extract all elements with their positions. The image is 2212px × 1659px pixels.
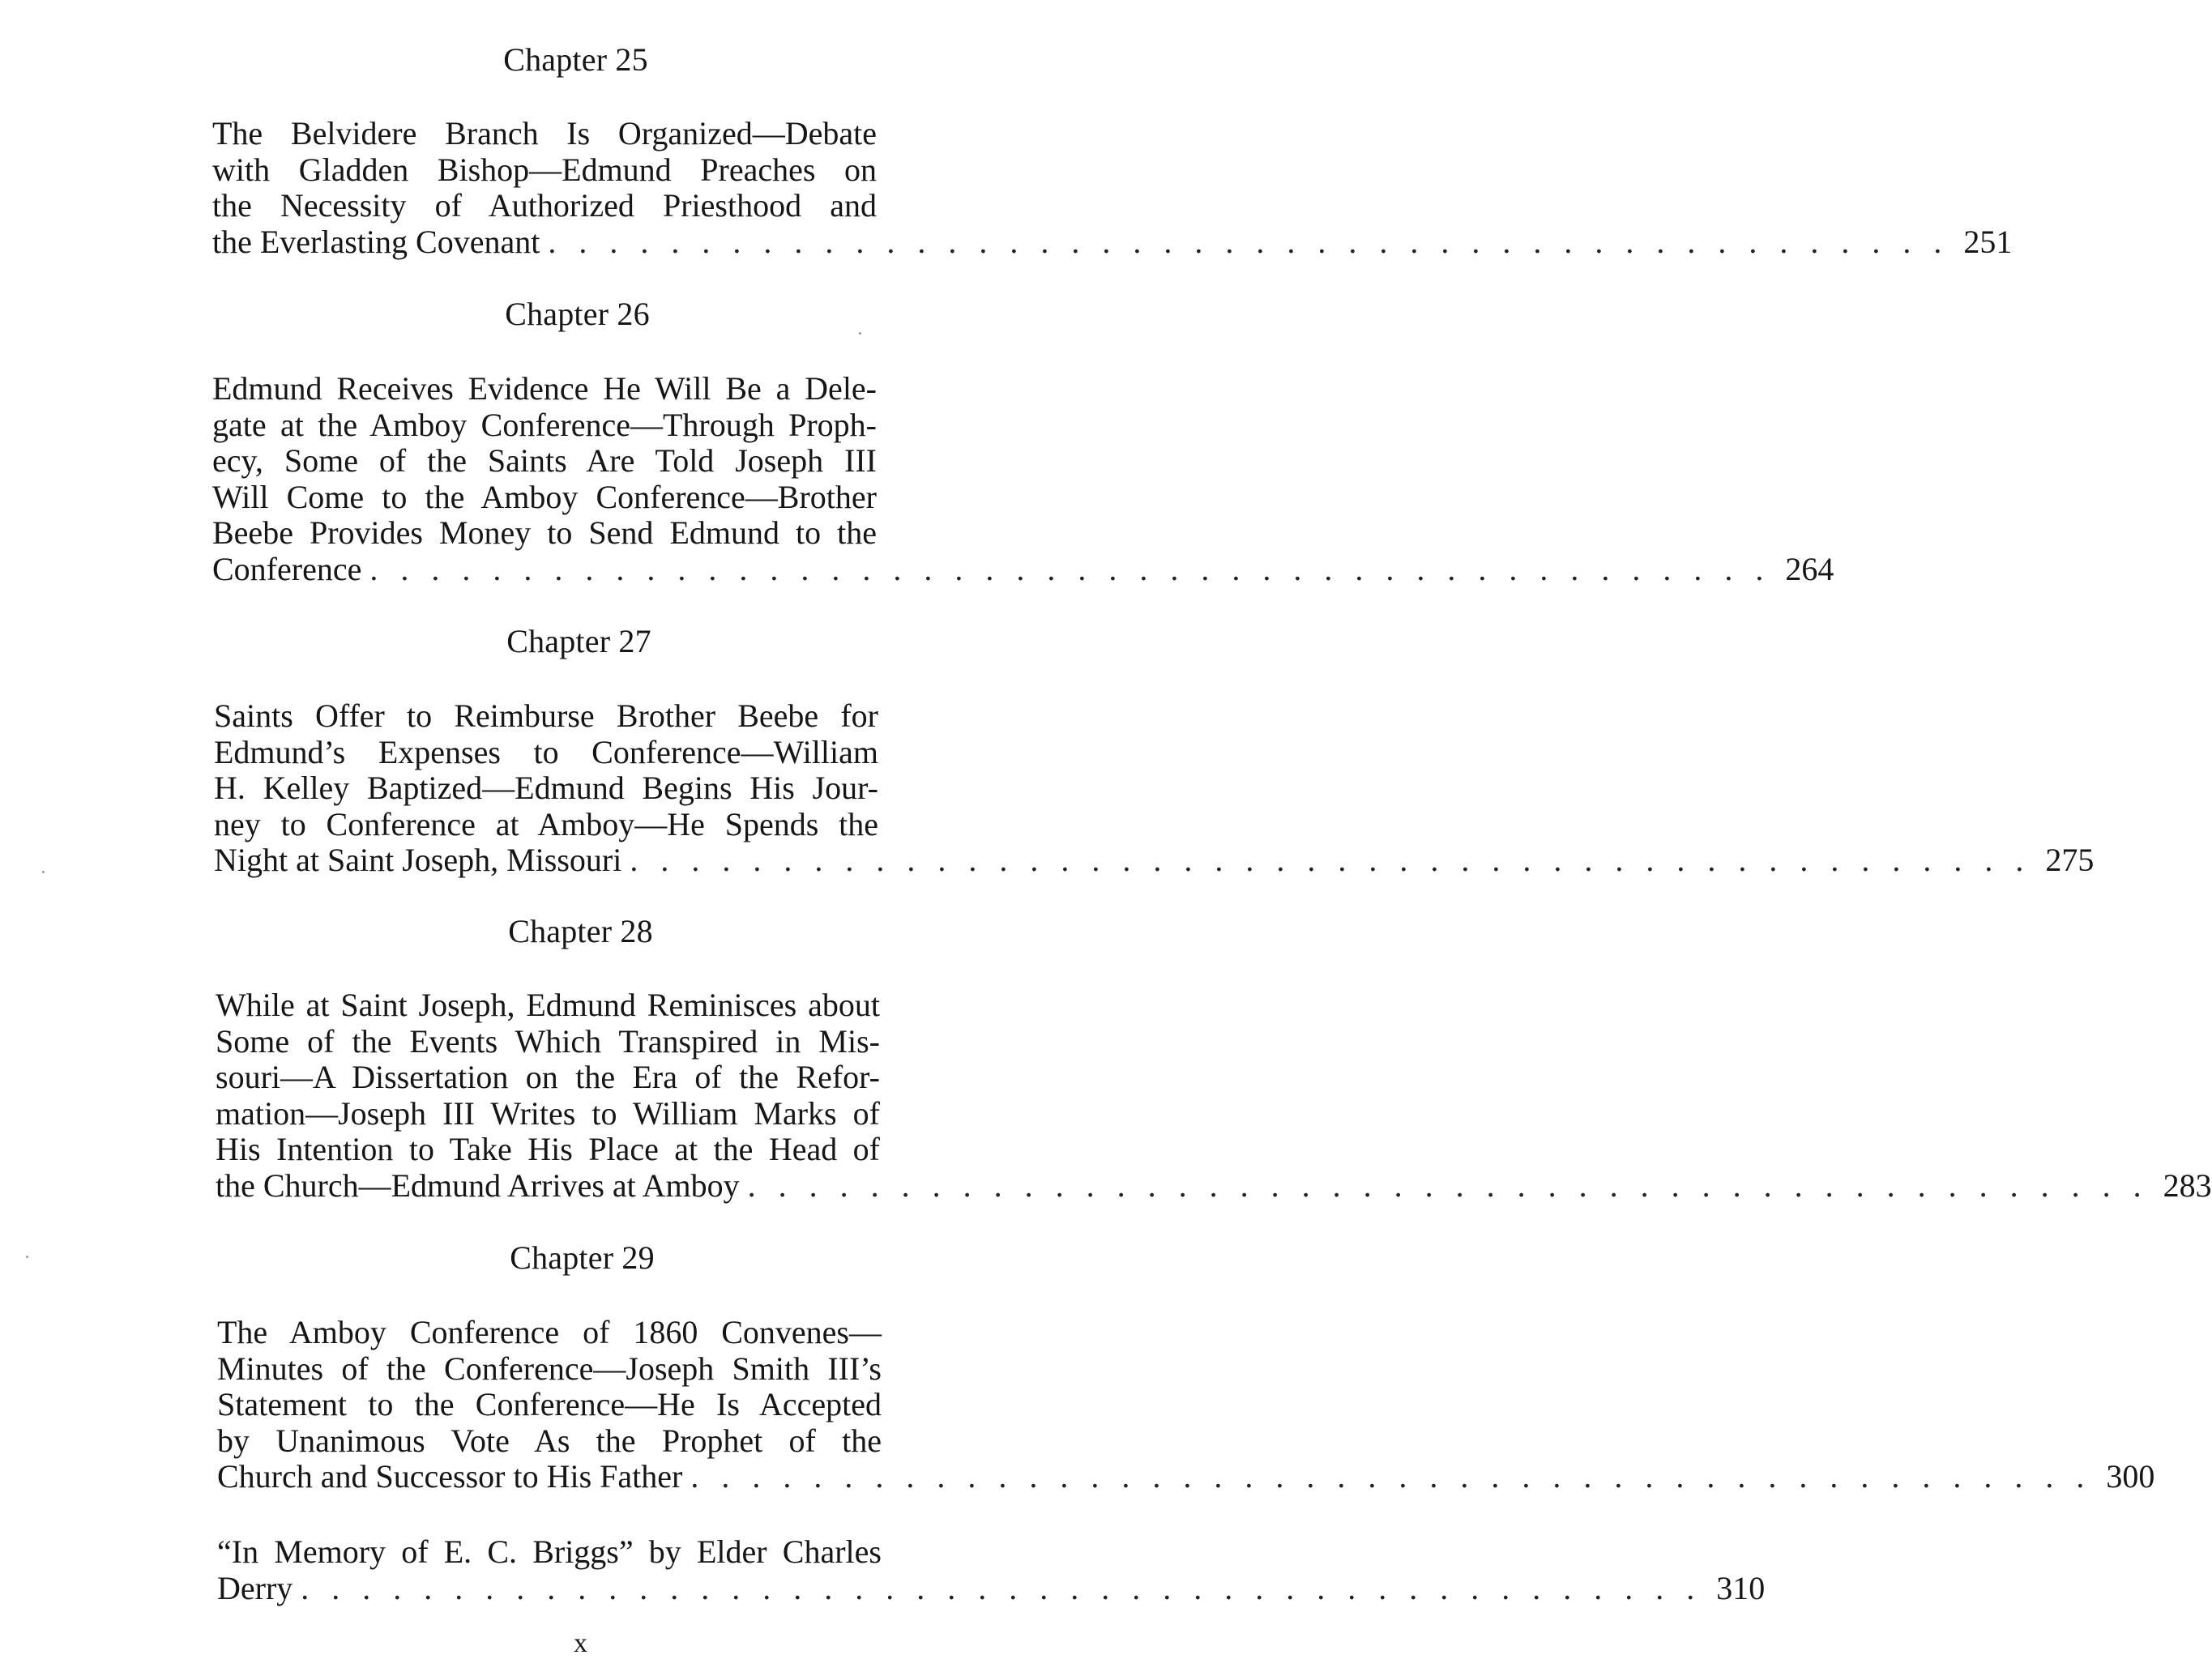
toc-entry-chapter-26 [212, 370, 1834, 587]
chapter-heading: Chapter 26 [505, 296, 650, 332]
page-number: 264 [1785, 550, 1834, 587]
dot-leader: . . . . . . . . . . . . . . . . . . . . . . . . . . . . . . . . . . . . . . . . . . . . . . [369, 550, 1771, 587]
dot-leader: . . . . . . . . . . . . . . . . . . . . . . . . . . . . . . . . . . . . . . . . . . . . . . [548, 223, 1949, 260]
dot-leader: . . . . . . . . . . . . . . . . . . . . . . . . . . . . . . . . . . . . . . . . . . . . . . [301, 1569, 1702, 1606]
entry-last-line [216, 1166, 2212, 1205]
entry-line: with Gladden Bishop—Edmund Preaches on [212, 151, 877, 188]
page-number: 300 [2106, 1458, 2155, 1495]
entry-last-line [217, 1458, 2155, 1495]
chapter-heading: Chapter 25 [503, 41, 648, 78]
entry-last-line [214, 842, 2095, 879]
entry-line: Beebe Provides Money to Send Edmund to the [212, 514, 877, 551]
entry-line: Will Come to the Amboy Conference—Brother [212, 478, 877, 515]
chapter-heading: Chapter 29 [510, 1239, 655, 1276]
entry-line: by Unanimous Vote As the Prophet of the [217, 1422, 882, 1459]
entry-line: ney to Conference at Amboy—He Spends the [214, 805, 878, 842]
entry-line: Statement to the Conference—He Is Accepted [217, 1386, 882, 1422]
entry-line: His Intention to Take His Place at the Head of [216, 1131, 880, 1167]
entry-line: While at Saint Joseph, Edmund Reminisces about [216, 987, 880, 1023]
entry-last-line [212, 550, 1834, 588]
entry-last-line [217, 1569, 1766, 1607]
toc-entry-appendix [217, 1533, 1766, 1606]
entry-line: H. Kelley Baptized—Edmund Begins His Jour- [214, 770, 878, 806]
toc-entry-chapter-28 [216, 987, 2212, 1204]
entry-line: Church and Successor to His Father [217, 1458, 683, 1495]
chapter-heading: Chapter 28 [508, 913, 653, 949]
dot-leader: . . . . . . . . . . . . . . . . . . . . . . . . . . . . . . . . . . . . . . . . . . . . . . [690, 1458, 2092, 1495]
entry-line: “In Memory of E. C. Briggs” by Elder Charles [217, 1533, 882, 1570]
entry-line: Edmund Receives Evidence He Will Be a Dele- [212, 370, 877, 407]
entry-last-line [212, 223, 2013, 261]
page-number: 275 [2045, 842, 2095, 878]
chapter-heading: Chapter 27 [506, 623, 651, 659]
entry-line: the Necessity of Authorized Priesthood and [212, 187, 877, 224]
scan-speck [859, 332, 861, 335]
entry-line: Edmund’s Expenses to Conference—William [214, 733, 878, 770]
entry-line: gate at the Amboy Conference—Through Proph- [212, 406, 877, 443]
entry-line: Conference [212, 550, 362, 587]
dot-leader: . . . . . . . . . . . . . . . . . . . . . . . . . . . . . . . . . . . . . . . . . . . . . . [630, 842, 2031, 878]
page-number: 251 [1963, 223, 2013, 260]
entry-line: Saints Offer to Reimburse Brother Beebe for [214, 697, 878, 734]
toc-entry-chapter-27 [214, 697, 2095, 879]
dot-leader: . . . . . . . . . . . . . . . . . . . . . . . . . . . . . . . . . . . . . . . . . . . . . . [747, 1166, 2149, 1204]
entry-line: Minutes of the Conference—Joseph Smith III’s [217, 1350, 882, 1387]
entry-line: the Church—Edmund Arrives at Amboy [216, 1166, 740, 1204]
folio-page-number: x [574, 1628, 587, 1658]
entry-line: the Everlasting Covenant [212, 223, 540, 260]
scan-speck [26, 1256, 28, 1258]
entry-line: The Amboy Conference of 1860 Convenes— [217, 1314, 882, 1350]
scan-speck [42, 871, 45, 873]
toc-entry-chapter-25 [212, 115, 2013, 260]
page-number: 283 [2163, 1166, 2212, 1204]
toc-entry-chapter-29 [217, 1314, 2155, 1495]
entry-line: mation—Joseph III Writes to William Marks of [216, 1094, 880, 1132]
entry-line: souri—A Dissertation on the Era of the Refor- [216, 1059, 880, 1095]
entry-line: Night at Saint Joseph, Missouri [214, 842, 622, 878]
entry-line: Derry [217, 1569, 293, 1606]
entry-line: Some of the Events Which Transpired in Mis- [216, 1022, 880, 1060]
entry-line: The Belvidere Branch Is Organized—Debate [212, 115, 877, 151]
page-number: 310 [1716, 1569, 1766, 1606]
entry-line: ecy, Some of the Saints Are Told Joseph III [212, 442, 877, 479]
